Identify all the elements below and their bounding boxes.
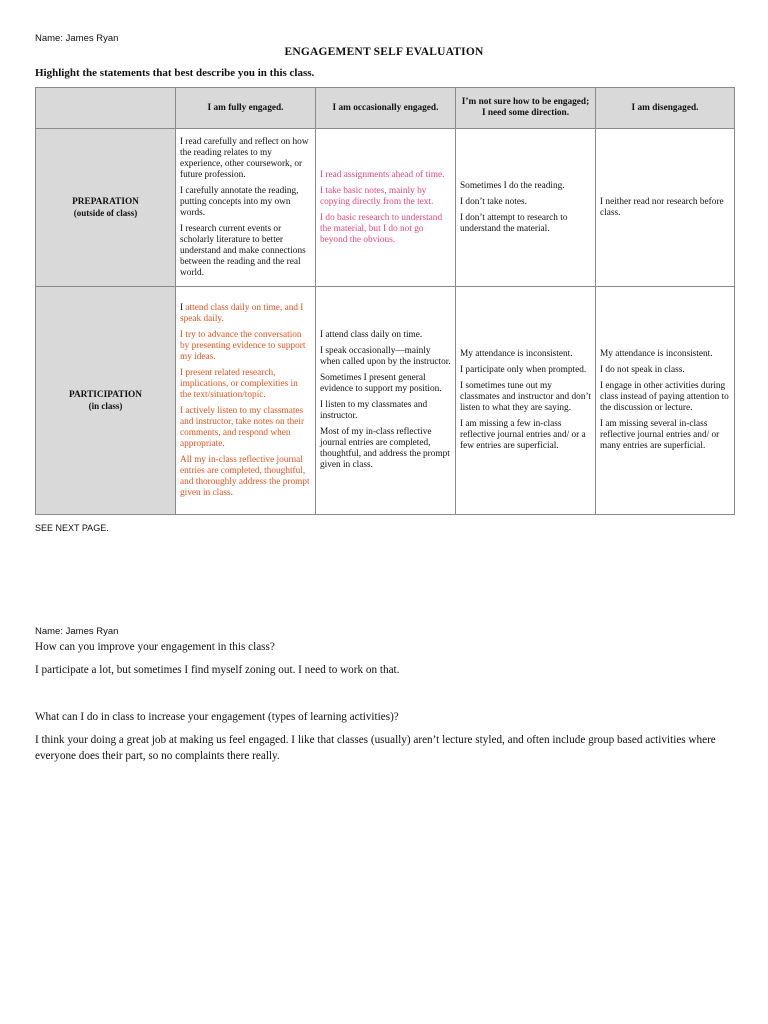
header-row: [36, 88, 735, 129]
rubric-row: [36, 287, 735, 515]
row-header-sublabel: (in class): [88, 400, 123, 411]
statement-text: My attendance is inconsistent.: [600, 349, 713, 359]
rubric-statement: [460, 349, 591, 360]
rubric-statement: [460, 419, 591, 452]
column-header-disengaged: I am disengaged.: [596, 88, 735, 129]
rubric-statement: [600, 349, 730, 360]
statement-text: Sometimes I do the reading.: [460, 180, 565, 191]
statement-text: I read assignments ahead of time.: [320, 169, 445, 180]
rubric-cell: [596, 129, 735, 287]
rubric-statement: [320, 373, 451, 395]
statement-text: I actively listen to my classmates and instructor, take notes on their comments, and respond when appropriate.: [180, 405, 305, 449]
statement-text: All my in-class reflective journal entries are completed, thoughtful, and thoroughly address the prompt given in class.: [180, 454, 310, 498]
column-header-need-direction: I’m not sure how to be engaged; I need some direction.: [456, 88, 596, 129]
rubric-statement: [180, 224, 311, 279]
rubric-statement: [600, 419, 730, 452]
rubric-statement: [180, 186, 311, 219]
question-1: How can you improve your engagement in this class?: [35, 641, 275, 653]
statement-text: I sometimes tune out my classmates and instructor and don’t listen to what they are saying.: [460, 381, 591, 413]
statement-text: I am missing a few in-class reflective journal entries and/ or a few entries are superficial.: [460, 419, 586, 451]
rubric-statement: [320, 213, 451, 246]
rubric-statement: [180, 330, 311, 363]
rubric-statement: [460, 181, 591, 192]
statement-text: I carefully annotate the reading, putting concepts into my own words.: [180, 185, 299, 218]
instructions: Highlight the statements that best describe you in this class.: [35, 67, 315, 79]
student-name: Name: James Ryan: [35, 33, 119, 44]
column-header-occasionally-engaged: I am occasionally engaged.: [316, 88, 456, 129]
rubric-statement: [320, 427, 451, 471]
rubric-cell: [456, 129, 596, 287]
column-header-empty: [36, 88, 176, 129]
rubric-cell: [596, 287, 735, 515]
statement-text: I read carefully and reflect on how the reading relates to my experience, other coursework, or future profession.: [180, 136, 309, 180]
answer-2: I think your doing a great job at making us feel engaged. I like that classes (usually) aren’t lecture styled, and often include group based activities where everyone does their part, so no complaints there really.: [35, 734, 716, 762]
statement-text: My attendance is inconsistent.: [460, 349, 573, 359]
rubric-statement: [320, 346, 451, 368]
rubric-statement: [320, 400, 451, 422]
statement-text: I neither read nor research before class.: [600, 196, 724, 218]
statement-text: I don’t take notes.: [460, 196, 527, 207]
statement-text: I attend class daily on time.: [320, 330, 423, 340]
statement-text: I participate only when prompted.: [460, 365, 587, 375]
rubric-statement: [320, 330, 451, 341]
statement-text: I listen to my classmates and instructor.: [320, 400, 428, 421]
rubric-statement: [180, 368, 311, 401]
rubric-statement: [600, 197, 730, 219]
statement-text: I present related research, implications, or complexities in the text/situation/topic.: [180, 367, 298, 400]
rubric-row: [36, 129, 735, 287]
rubric-body: [36, 129, 735, 515]
rubric-statement: [600, 381, 730, 414]
rubric-statement: [460, 213, 591, 235]
rubric-statement: [320, 170, 451, 181]
statement-text: attend class daily on time, and I speak daily.: [180, 302, 304, 324]
question-2: What can I do in class to increase your engagement (types of learning activities)?: [35, 711, 399, 723]
row-header-label: PREPARATION: [72, 196, 139, 207]
statement-text: I don’t attempt to research to understand the material.: [460, 212, 568, 234]
answer-1: I participate a lot, but sometimes I find myself zoning out. I need to work on that.: [35, 664, 400, 676]
statement-text: I try to advance the conversation by presenting evidence to support my ideas.: [180, 329, 306, 362]
statement-text: Most of my in-class reflective journal entries are completed, thoughtful, and address the prompt given in class.: [320, 427, 450, 470]
column-header-fully-engaged: I am fully engaged.: [176, 88, 316, 129]
statement-text: I research current events or scholarly literature to better understand and make connections between the reading and the real world.: [180, 223, 306, 278]
rubric-statement: [180, 455, 311, 499]
statement-text: I take basic notes, mainly by copying directly from the text.: [320, 185, 434, 207]
rubric-statement: [320, 186, 451, 208]
rubric-cell: [176, 287, 316, 515]
statement-prefix: I: [180, 302, 186, 313]
rubric-statement: [460, 365, 591, 376]
statement-text: I am missing several in-class reflective journal entries and/ or many entries are superficial.: [600, 419, 720, 451]
rubric-statement: [180, 406, 311, 450]
rubric-cell: [176, 129, 316, 287]
statement-text: I do not speak in class.: [600, 365, 685, 375]
statement-text: I do basic research to understand the material, but I do not go beyond the obvious.: [320, 212, 443, 245]
student-name-page2: Name: James Ryan: [35, 626, 119, 637]
rubric-statement: [180, 303, 311, 325]
statement-text: I engage in other activities during class instead of paying attention to the discussion or lecture.: [600, 381, 729, 413]
rubric-statement: [180, 137, 311, 181]
rubric-statement: [460, 197, 591, 208]
statement-text: Sometimes I present general evidence to support my position.: [320, 373, 442, 394]
row-header-sublabel: (outside of class): [73, 207, 138, 218]
statement-text: I speak occasionally—mainly when called upon by the instructor.: [320, 346, 451, 367]
rubric-cell: [316, 287, 456, 515]
see-next-page: SEE NEXT PAGE.: [35, 523, 109, 533]
rubric-cell: [316, 129, 456, 287]
rubric-statement: [460, 381, 591, 414]
row-header: [36, 129, 176, 287]
rubric-cell: [456, 287, 596, 515]
row-header: [36, 287, 176, 515]
row-header-label: PARTICIPATION: [68, 389, 143, 400]
document-title: ENGAGEMENT SELF EVALUATION: [284, 46, 484, 58]
rubric-statement: [600, 365, 730, 376]
rubric-table: [35, 87, 735, 515]
